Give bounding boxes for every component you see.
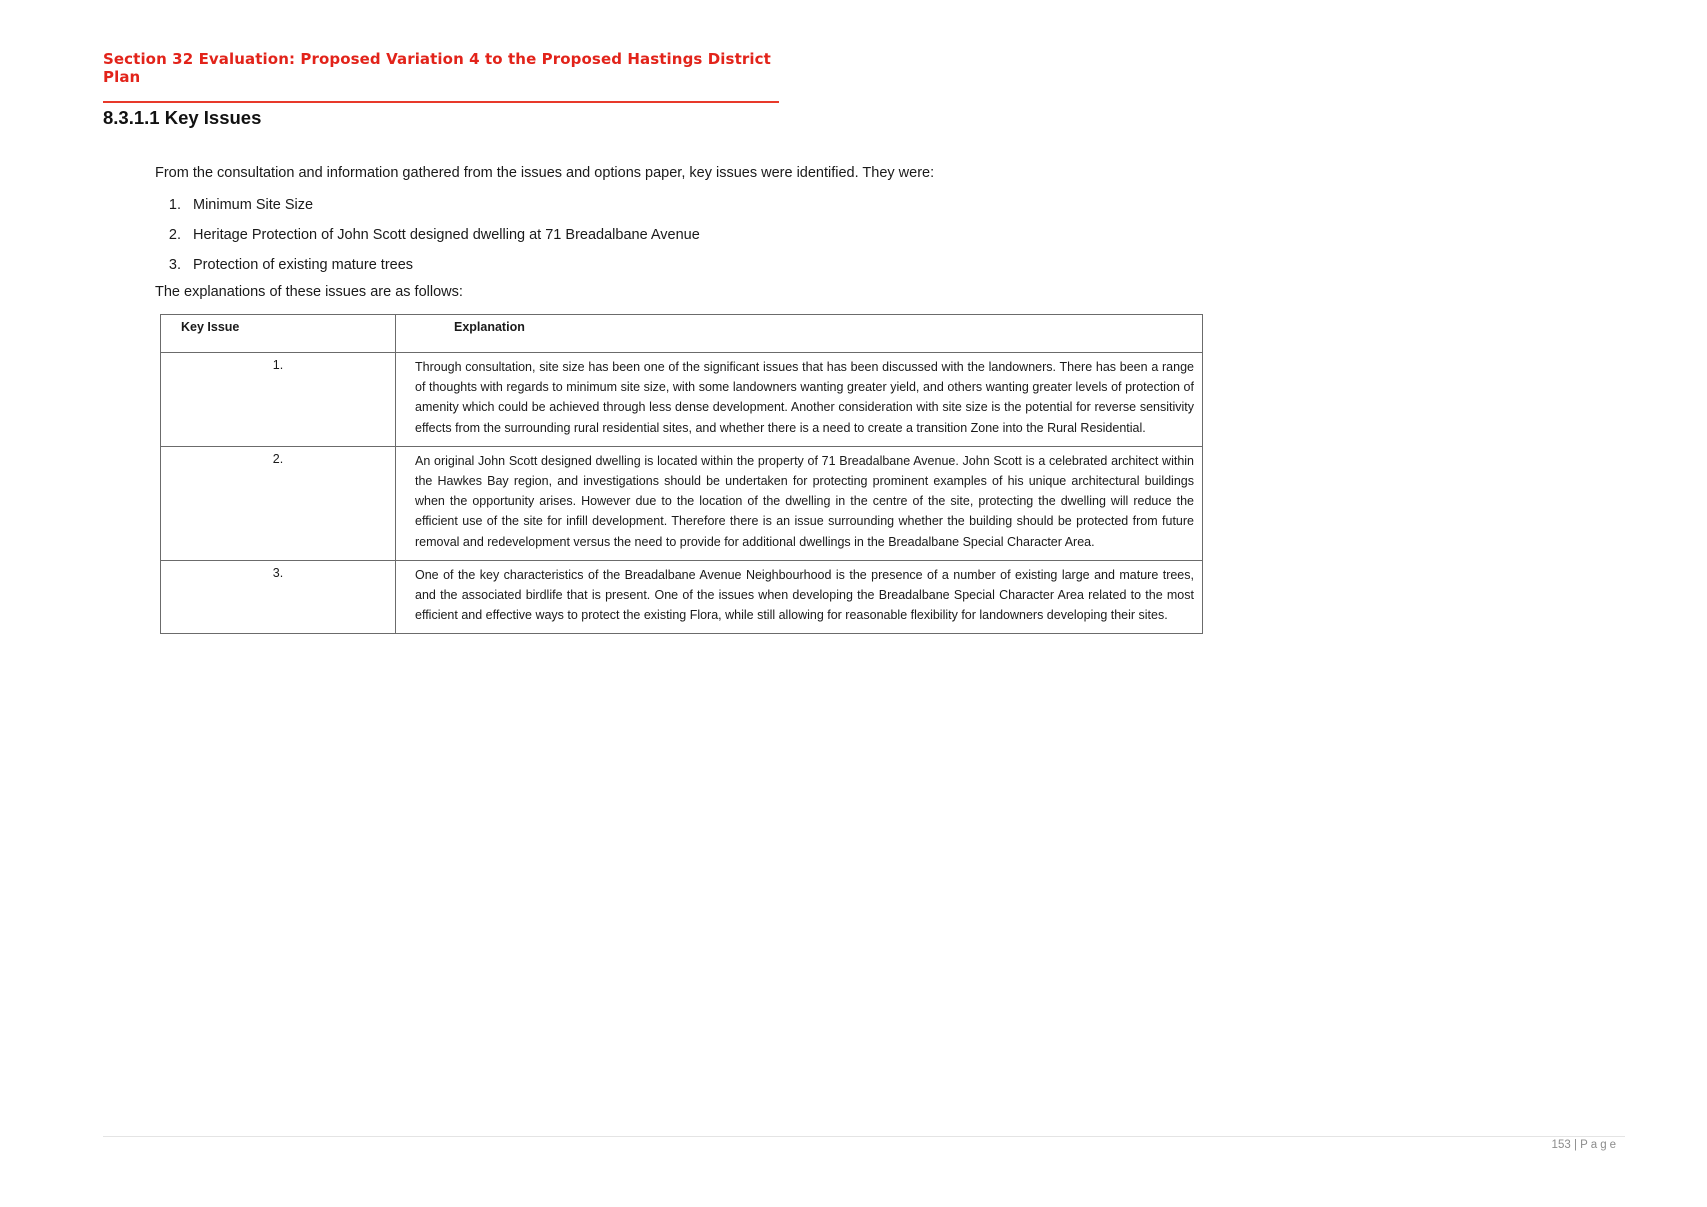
list-item-label: Heritage Protection of John Scott designed dwelling at 71 Breadalbane Avenue	[193, 227, 700, 243]
document-header-title: Section 32 Evaluation: Proposed Variation 4 to the Proposed Hastings District Plan	[103, 50, 771, 86]
table-header-row	[161, 315, 1203, 353]
explanation-cell: An original John Scott designed dwelling is located within the property of 71 Breadalbane Avenue. John Scott is a celebrated architect within the Hawkes Bay region, and investigations should be undertaken for protecting prominent examples of his unique architectural buildings when the opportunity arises. However due to the location of the dwelling in the centre of the site, protecting the dwelling will reduce the efficient use of the site for infill development. Therefore there is an issue surrounding whether the building should be protected from future removal and redevelopment versus the need to provide for additional dwellings in the Breadalbane Special Character Area.	[396, 446, 1203, 560]
key-issues-list	[155, 195, 700, 285]
intro-paragraph: From the consultation and information gathered from the issues and options paper, key issues were identified. They were:	[155, 165, 935, 181]
list-item-label: Minimum Site Size	[193, 197, 314, 213]
page-label: Page	[1580, 1139, 1619, 1151]
key-issue-cell: 2.	[161, 446, 396, 560]
explanation-cell: One of the key characteristics of the Breadalbane Avenue Neighbourhood is the presence of a number of existing large and mature trees, and the associated birdlife that is present. One of the issues when developing the Breadalbane Special Character Area related to the most efficient and effective ways to protect the existing Flora, while still allowing for reasonable flexibility for landowners developing their sites.	[396, 560, 1203, 634]
table-row	[161, 353, 1203, 447]
key-issue-cell: 3.	[161, 560, 396, 634]
list-item-number: 3.	[168, 257, 181, 273]
list-item	[155, 195, 700, 225]
footer-divider	[103, 1136, 1625, 1137]
column-header-key-issue: Key Issue	[161, 315, 396, 353]
table-row	[161, 446, 1203, 560]
table-row	[161, 560, 1203, 634]
column-header-explanation: Explanation	[396, 315, 1203, 353]
key-issues-table	[160, 314, 1203, 634]
explanation-lead-in: The explanations of these issues are as follows:	[155, 284, 463, 300]
page-number-separator: |	[1573, 1139, 1577, 1151]
key-issue-cell: 1.	[161, 353, 396, 447]
list-item-number: 1.	[168, 197, 181, 213]
list-item	[155, 225, 700, 255]
page-number-value: 153	[1551, 1139, 1571, 1151]
list-item-number: 2.	[168, 227, 181, 243]
document-header	[103, 50, 779, 103]
list-item-label: Protection of existing mature trees	[193, 257, 414, 273]
page-number	[1552, 1139, 1619, 1151]
explanation-cell: Through consultation, site size has been one of the significant issues that has been discussed with the landowners. There has been a range of thoughts with regards to minimum site size, with some landowners wanting greater yield, and others wanting greater levels of protection of amenity which could be achieved through less dense development. Another consideration with site size is the potential for reverse sensitivity effects from the surrounding rural residential sites, and whether there is a need to create a transition Zone into the Rural Residential.	[396, 353, 1203, 447]
section-heading: 8.3.1.1 Key Issues	[103, 107, 262, 128]
list-item	[155, 255, 700, 285]
